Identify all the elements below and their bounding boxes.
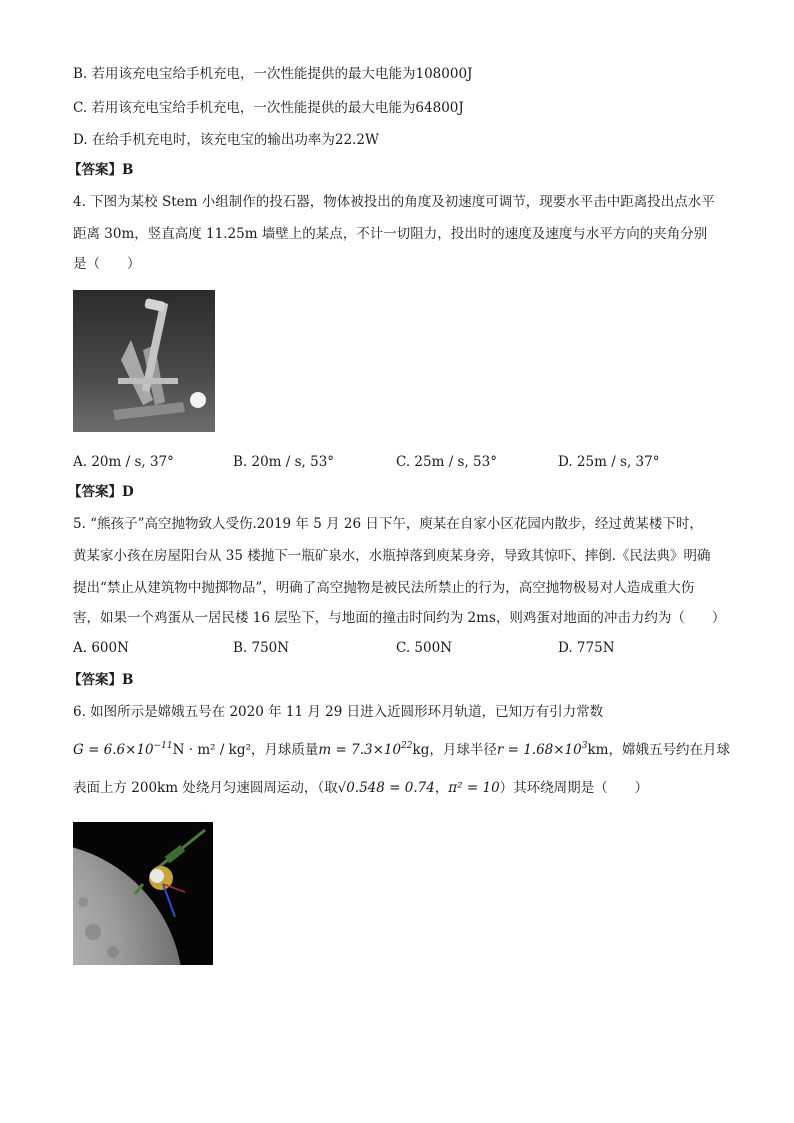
q3-answer [68, 160, 133, 180]
q6-stem-line-1: 6. 如图所示是嫦娥五号在 2020 年 11 月 29 日进入近圆形环月轨道，已知万有引力常数 [73, 704, 604, 720]
text-segment: ， [434, 780, 449, 796]
q4-option-c: C. 25m / s, 53° [396, 454, 497, 470]
moon-mass: $m = 7.3\times 10^{22}$ [318, 741, 413, 758]
q3-option-d: D. 在给手机充电时，该充电宝的输出功率为22.2W [73, 132, 379, 148]
text-segment: ，月球半径 [429, 742, 497, 758]
q5-option-b: B. 750N [233, 640, 290, 656]
answer-label: 【答案】 [68, 672, 122, 688]
q5-stem-line-1: 5. “熊孩子”高空抛物致人受伤.2019 年 5 月 26 日下午，庾某在自家小区花园内散步，经过黄某楼下时， [73, 516, 703, 532]
moon-mass-unit: kg [412, 742, 430, 758]
text-segment: ）其环绕周期是（ ） [499, 780, 649, 796]
trebuchet-photo [73, 290, 215, 432]
q5-stem-line-4: 害，如果一个鸡蛋从一居民楼 16 层坠下，与地面的撞击时间约为 2ms，则鸡蛋对地面的冲击力约为（ ） [73, 610, 726, 626]
q5-option-a: A. 600N [73, 640, 129, 656]
q4-answer [68, 482, 134, 502]
q5-option-d: D. 775N [558, 640, 615, 656]
answer-value: B [122, 672, 134, 688]
answer-label: 【答案】 [68, 162, 122, 178]
q5-option-c: C. 500N [396, 640, 453, 656]
sqrt-value: √0.548 = 0.74 [337, 780, 435, 796]
q5-stem-line-2: 黄某家小孩在房屋阳台从 35 楼抛下一瓶矿泉水，水瓶掉落到庾某身旁，导致其惊吓、摔倒.《民法典》明确 [73, 548, 711, 564]
gravitational-constant: $G = 6.6\times 10^{-11}$ [73, 741, 173, 758]
q4-option-b: B. 20m / s, 53° [233, 454, 335, 470]
q4-stem-line-2: 距离 30m，竖直高度 11.25m 墙壁上的某点，不计一切阻力，投出时的速度及速度与水平方向的夹角分别 [73, 226, 708, 242]
q4-stem-line-1: 4. 下图为某校 Stem 小组制作的投石器，物体被投出的角度及初速度可调节，现要水平击中距离投出点水平 [73, 194, 715, 210]
text-segment: 表面上方 200km 处绕月匀速圆周运动，（取 [73, 780, 338, 796]
gravitational-constant-unit: N · m² / kg² [172, 742, 251, 758]
text-segment: ，嫦娥五号约在月球 [608, 742, 730, 758]
q4-option-d: D. 25m / s, 37° [558, 454, 660, 470]
q6-stem-line-2 [73, 736, 730, 760]
q6-stem-line-3 [73, 778, 648, 798]
q4-stem-line-3: 是（ ） [73, 256, 141, 272]
pi-value: π² = 10 [448, 780, 500, 796]
answer-value: D [122, 484, 134, 500]
text-segment: ，月球质量 [250, 742, 319, 758]
q4-option-a: A. 20m / s, 37° [73, 454, 174, 470]
q3-option-c: C. 若用该充电宝给手机充电，一次性能提供的最大电能为64800J [73, 100, 464, 116]
answer-value: B [122, 162, 134, 178]
q3-option-b: B. 若用该充电宝给手机充电，一次性能提供的最大电能为108000J [73, 66, 473, 82]
answer-label: 【答案】 [68, 484, 122, 500]
moon-radius-unit: km [587, 742, 609, 758]
moon-radius: $r = 1.68\times 10^3$ [496, 741, 588, 758]
q5-stem-line-3: 提出“禁止从建筑物中抛掷物品”，明确了高空抛物是被民法所禁止的行为，高空抛物极易对人造成重大伤 [73, 580, 695, 596]
q5-answer [68, 670, 133, 690]
chang-e-5-lunar-orbit-image [73, 822, 213, 965]
